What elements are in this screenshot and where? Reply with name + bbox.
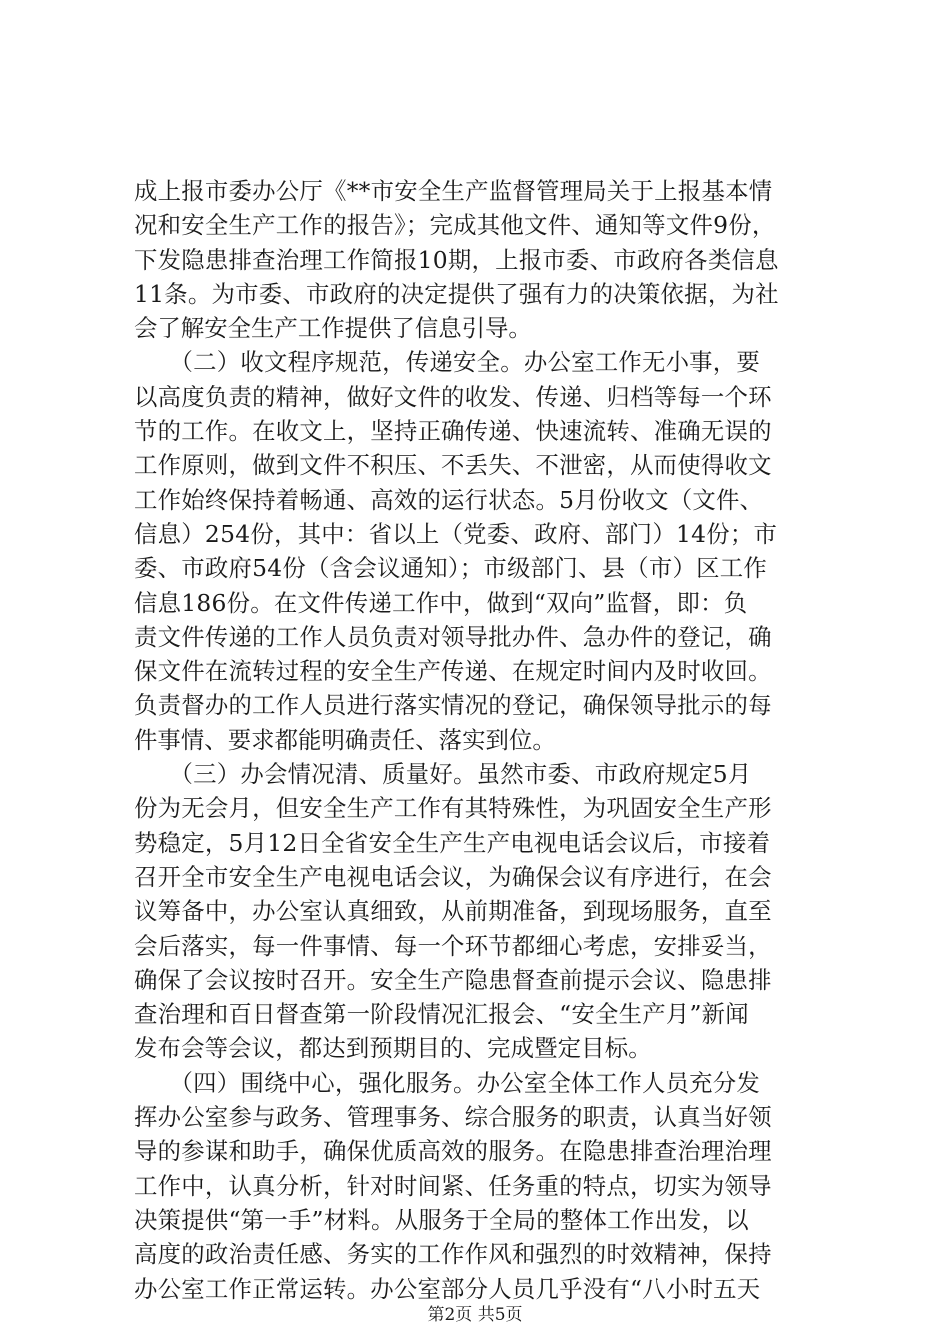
text-line: （二）收文程序规范，传递安全。办公室工作无小事，要 bbox=[134, 348, 761, 377]
text-line: 工作原则，做到文件不积压、不丢失、不泄密，从而使得收文 bbox=[134, 451, 772, 480]
page-footer: 第2页 共5页 bbox=[427, 1305, 523, 1325]
text-line: 决策提供“第一手”材料。从服务于全局的整体工作出发，以 bbox=[134, 1205, 749, 1234]
text-line: （三）办会情况清、质量好。虽然市委、市政府规定5月 bbox=[134, 760, 752, 789]
text-line: （四）围绕中心，强化服务。办公室全体工作人员充分发 bbox=[134, 1068, 761, 1097]
document-body bbox=[134, 174, 834, 1306]
text-line: 委、市政府54份（含会议通知）；市级部门、县（市）区工作 bbox=[134, 554, 768, 583]
text-line: 11条。为市委、市政府的决定提供了强有力的决策依据，为社 bbox=[134, 279, 779, 308]
text-line: 会了解安全生产工作提供了信息引导。 bbox=[134, 314, 532, 343]
text-line: 下发隐患排查治理工作简报10期，上报市委、市政府各类信息 bbox=[134, 245, 779, 274]
text-line: 节的工作。在收文上，坚持正确传递、快速流转、准确无误的 bbox=[134, 417, 772, 446]
text-line: 负责督办的工作人员进行落实情况的登记，确保领导批示的每 bbox=[134, 691, 772, 720]
text-line: 份为无会月，但安全生产工作有其特殊性，为巩固安全生产形 bbox=[134, 794, 772, 823]
text-line: 工作始终保持着畅通、高效的运行状态。5月份收文（文件、 bbox=[134, 485, 764, 514]
text-line: 高度的政治责任感、务实的工作作风和强烈的时效精神，保持 bbox=[134, 1240, 772, 1269]
text-line: 责文件传递的工作人员负责对领导批办件、急办件的登记，确 bbox=[134, 622, 772, 651]
text-line: 件事情、要求都能明确责任、落实到位。 bbox=[134, 725, 556, 754]
text-line: 召开全市安全生产电视电话会议，为确保会议有序进行，在会 bbox=[134, 862, 772, 891]
text-line: 导的参谋和助手，确保优质高效的服务。在隐患排查治理治理 bbox=[134, 1137, 772, 1166]
text-line: 发布会等会议，都达到预期目的、完成暨定目标。 bbox=[134, 1034, 652, 1063]
text-line: 信息186份。在文件传递工作中，做到“双向”监督，即：负 bbox=[134, 588, 748, 617]
text-line: 成上报市委办公厅《**市安全生产监督管理局关于上报基本情 bbox=[134, 177, 773, 205]
text-line: 况和安全生产工作的报告》；完成其他文件、通知等文件9份， bbox=[134, 211, 776, 240]
text-line: 议筹备中，办公室认真细致，从前期准备，到现场服务，直至 bbox=[134, 897, 772, 926]
text-line: 挥办公室参与政务、管理事务、综合服务的职责，认真当好领 bbox=[134, 1103, 772, 1132]
text-line: 保文件在流转过程的安全生产传递、在规定时间内及时收回。 bbox=[134, 657, 772, 686]
text-line: 工作中，认真分析，针对时间紧、任务重的特点，切实为领导 bbox=[134, 1171, 772, 1200]
text-line: 势稳定，5月12日全省安全生产生产电视电话会议后，市接着 bbox=[134, 828, 771, 857]
text-line: 以高度负责的精神，做好文件的收发、传递、归档等每一个环 bbox=[134, 382, 772, 411]
text-line: 办公室工作正常运转。办公室部分人员几乎没有“八小时五天 bbox=[134, 1274, 761, 1303]
text-line: 查治理和百日督查第一阶段情况汇报会、“安全生产月”新闻 bbox=[134, 1000, 749, 1029]
text-line: 确保了会议按时召开。安全生产隐患督查前提示会议、隐患排 bbox=[134, 965, 772, 994]
text-line: 会后落实，每一件事情、每一个环节都细心考虑，安排妥当， bbox=[134, 931, 772, 960]
text-line: 信息）254份，其中：省以上（党委、政府、部门）14份；市 bbox=[134, 519, 778, 548]
